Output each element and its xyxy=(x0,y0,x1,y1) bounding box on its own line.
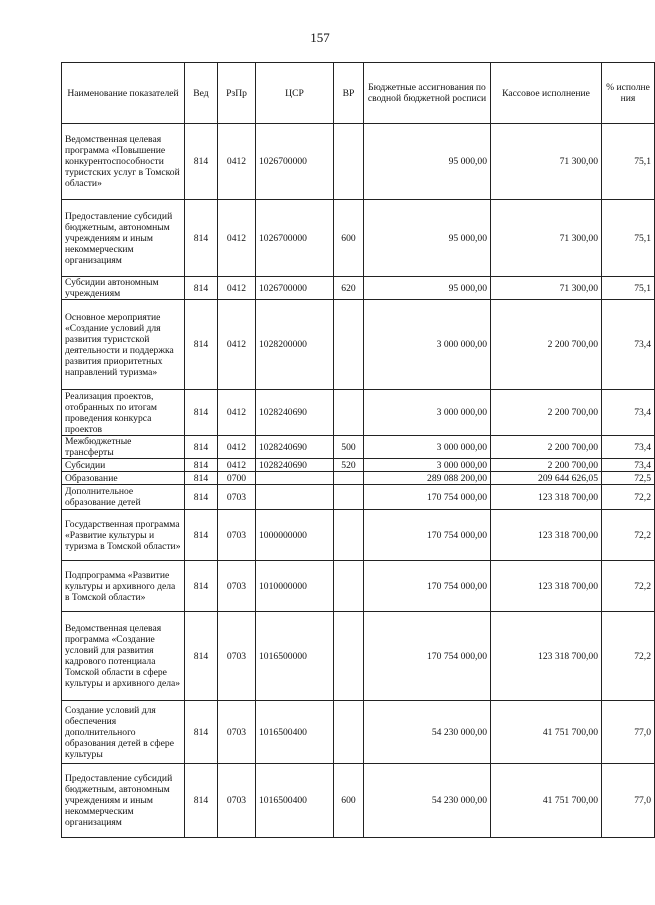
cell-exec: 123 318 700,00 xyxy=(491,510,602,561)
table-row xyxy=(62,561,655,612)
cell-budget: 289 088 200,00 xyxy=(364,472,491,485)
cell-budget: 170 754 000,00 xyxy=(364,485,491,510)
cell-name: Субсидии автономным учреждениям xyxy=(62,277,185,300)
cell-ved: 814 xyxy=(185,561,218,612)
cell-vr: 500 xyxy=(334,436,364,459)
cell-ved: 814 xyxy=(185,764,218,838)
cell-vr xyxy=(334,612,364,701)
cell-ved: 814 xyxy=(185,510,218,561)
cell-exec: 2 200 700,00 xyxy=(491,459,602,472)
header-vr: ВР xyxy=(334,63,364,124)
cell-name: Субсидии xyxy=(62,459,185,472)
cell-ved: 814 xyxy=(185,124,218,200)
cell-exec: 71 300,00 xyxy=(491,200,602,277)
cell-rzpr: 0412 xyxy=(218,300,256,390)
cell-name: Государственная программа «Развитие культуры и туризма в Томской области» xyxy=(62,510,185,561)
table-row xyxy=(62,485,655,510)
cell-vr: 600 xyxy=(334,764,364,838)
cell-rzpr: 0703 xyxy=(218,485,256,510)
table-row xyxy=(62,510,655,561)
cell-budget: 3 000 000,00 xyxy=(364,459,491,472)
cell-name: Ведомственная целевая программа «Создание условий для развития кадрового потенциала Томской области в сфере культуры и архивного дела» xyxy=(62,612,185,701)
cell-exec: 123 318 700,00 xyxy=(491,561,602,612)
cell-budget: 3 000 000,00 xyxy=(364,390,491,436)
cell-ved: 814 xyxy=(185,459,218,472)
cell-vr: 600 xyxy=(334,200,364,277)
cell-exec: 41 751 700,00 xyxy=(491,764,602,838)
cell-budget: 170 754 000,00 xyxy=(364,612,491,701)
cell-csr: 1028240690 xyxy=(256,390,334,436)
cell-rzpr: 0412 xyxy=(218,436,256,459)
cell-ved: 814 xyxy=(185,277,218,300)
cell-name: Подпрограмма «Развитие культуры и архивного дела в Томской области» xyxy=(62,561,185,612)
cell-pct: 73,4 xyxy=(602,459,655,472)
cell-rzpr: 0703 xyxy=(218,764,256,838)
header-budget: Бюджетные ассигнования по сводной бюджетной росписи xyxy=(364,63,491,124)
cell-name: Образование xyxy=(62,472,185,485)
cell-pct: 72,2 xyxy=(602,485,655,510)
cell-rzpr: 0412 xyxy=(218,459,256,472)
cell-exec: 123 318 700,00 xyxy=(491,485,602,510)
cell-vr xyxy=(334,510,364,561)
cell-pct: 72,2 xyxy=(602,510,655,561)
table-row xyxy=(62,300,655,390)
cell-exec: 2 200 700,00 xyxy=(491,436,602,459)
cell-ved: 814 xyxy=(185,436,218,459)
cell-vr xyxy=(334,124,364,200)
cell-csr: 1016500400 xyxy=(256,764,334,838)
cell-csr xyxy=(256,472,334,485)
cell-exec: 71 300,00 xyxy=(491,277,602,300)
cell-name: Основное мероприятие «Создание условий для развития туристской деятельности и поддержка развития приоритетных направлений туризма» xyxy=(62,300,185,390)
cell-budget: 95 000,00 xyxy=(364,200,491,277)
cell-rzpr: 0703 xyxy=(218,561,256,612)
cell-rzpr: 0700 xyxy=(218,472,256,485)
cell-vr xyxy=(334,472,364,485)
budget-table xyxy=(61,62,655,838)
cell-pct: 75,1 xyxy=(602,124,655,200)
table-row xyxy=(62,390,655,436)
cell-pct: 73,4 xyxy=(602,300,655,390)
cell-rzpr: 0412 xyxy=(218,124,256,200)
table-header-row xyxy=(62,63,655,124)
cell-csr: 1026700000 xyxy=(256,277,334,300)
table-row xyxy=(62,459,655,472)
cell-csr: 1028240690 xyxy=(256,436,334,459)
header-name: Наименование показателей xyxy=(62,63,185,124)
cell-name: Предоставление субсидий бюджетным, автономным учреждениям и иным некоммерческим организациям xyxy=(62,764,185,838)
table-body xyxy=(62,124,655,838)
cell-csr: 1010000000 xyxy=(256,561,334,612)
cell-name: Дополнительное образование детей xyxy=(62,485,185,510)
cell-csr: 1026700000 xyxy=(256,124,334,200)
cell-pct: 73,4 xyxy=(602,436,655,459)
cell-exec: 123 318 700,00 xyxy=(491,612,602,701)
table-row xyxy=(62,124,655,200)
cell-budget: 54 230 000,00 xyxy=(364,764,491,838)
cell-csr xyxy=(256,485,334,510)
cell-vr xyxy=(334,561,364,612)
cell-budget: 170 754 000,00 xyxy=(364,561,491,612)
cell-pct: 73,4 xyxy=(602,390,655,436)
cell-csr: 1028240690 xyxy=(256,459,334,472)
cell-rzpr: 0412 xyxy=(218,390,256,436)
cell-rzpr: 0703 xyxy=(218,701,256,764)
cell-ved: 814 xyxy=(185,472,218,485)
cell-rzpr: 0412 xyxy=(218,277,256,300)
cell-budget: 3 000 000,00 xyxy=(364,436,491,459)
page-number: 157 xyxy=(310,30,330,45)
header-ved: Вед xyxy=(185,63,218,124)
cell-rzpr: 0703 xyxy=(218,612,256,701)
cell-ved: 814 xyxy=(185,701,218,764)
cell-pct: 77,0 xyxy=(602,701,655,764)
cell-ved: 814 xyxy=(185,300,218,390)
cell-name: Ведомственная целевая программа «Повышение конкурентоспособности туристских услуг в Томской области» xyxy=(62,124,185,200)
cell-ved: 814 xyxy=(185,390,218,436)
cell-exec: 209 644 626,05 xyxy=(491,472,602,485)
cell-rzpr: 0412 xyxy=(218,200,256,277)
cell-vr: 620 xyxy=(334,277,364,300)
cell-vr xyxy=(334,300,364,390)
cell-name: Предоставление субсидий бюджетным, автономным учреждениям и иным некоммерческим организациям xyxy=(62,200,185,277)
cell-exec: 2 200 700,00 xyxy=(491,390,602,436)
table-row xyxy=(62,701,655,764)
table-row xyxy=(62,277,655,300)
cell-rzpr: 0703 xyxy=(218,510,256,561)
table-row xyxy=(62,612,655,701)
cell-csr: 1016500000 xyxy=(256,612,334,701)
cell-exec: 41 751 700,00 xyxy=(491,701,602,764)
table-row xyxy=(62,472,655,485)
table-row xyxy=(62,764,655,838)
cell-pct: 72,2 xyxy=(602,612,655,701)
cell-budget: 95 000,00 xyxy=(364,124,491,200)
cell-exec: 71 300,00 xyxy=(491,124,602,200)
cell-pct: 75,1 xyxy=(602,277,655,300)
cell-pct: 72,2 xyxy=(602,561,655,612)
cell-ved: 814 xyxy=(185,200,218,277)
table-row xyxy=(62,200,655,277)
cell-budget: 3 000 000,00 xyxy=(364,300,491,390)
cell-exec: 2 200 700,00 xyxy=(491,300,602,390)
header-exec: Кассовое исполнение xyxy=(491,63,602,124)
cell-csr: 1028200000 xyxy=(256,300,334,390)
cell-budget: 54 230 000,00 xyxy=(364,701,491,764)
cell-vr xyxy=(334,390,364,436)
cell-csr: 1016500400 xyxy=(256,701,334,764)
cell-vr: 520 xyxy=(334,459,364,472)
cell-budget: 170 754 000,00 xyxy=(364,510,491,561)
cell-name: Межбюджетные трансферты xyxy=(62,436,185,459)
cell-name: Реализация проектов, отобранных по итогам проведения конкурса проектов xyxy=(62,390,185,436)
cell-ved: 814 xyxy=(185,485,218,510)
cell-ved: 814 xyxy=(185,612,218,701)
cell-csr: 1000000000 xyxy=(256,510,334,561)
cell-pct: 75,1 xyxy=(602,200,655,277)
header-pct: % исполне ния xyxy=(602,63,655,124)
cell-pct: 72,5 xyxy=(602,472,655,485)
table-row xyxy=(62,436,655,459)
cell-name: Создание условий для обеспечения дополнительного образования детей в сфере культуры xyxy=(62,701,185,764)
cell-vr xyxy=(334,485,364,510)
cell-csr: 1026700000 xyxy=(256,200,334,277)
header-csr: ЦСР xyxy=(256,63,334,124)
cell-budget: 95 000,00 xyxy=(364,277,491,300)
cell-vr xyxy=(334,701,364,764)
cell-pct: 77,0 xyxy=(602,764,655,838)
header-rzpr: РзПр xyxy=(218,63,256,124)
